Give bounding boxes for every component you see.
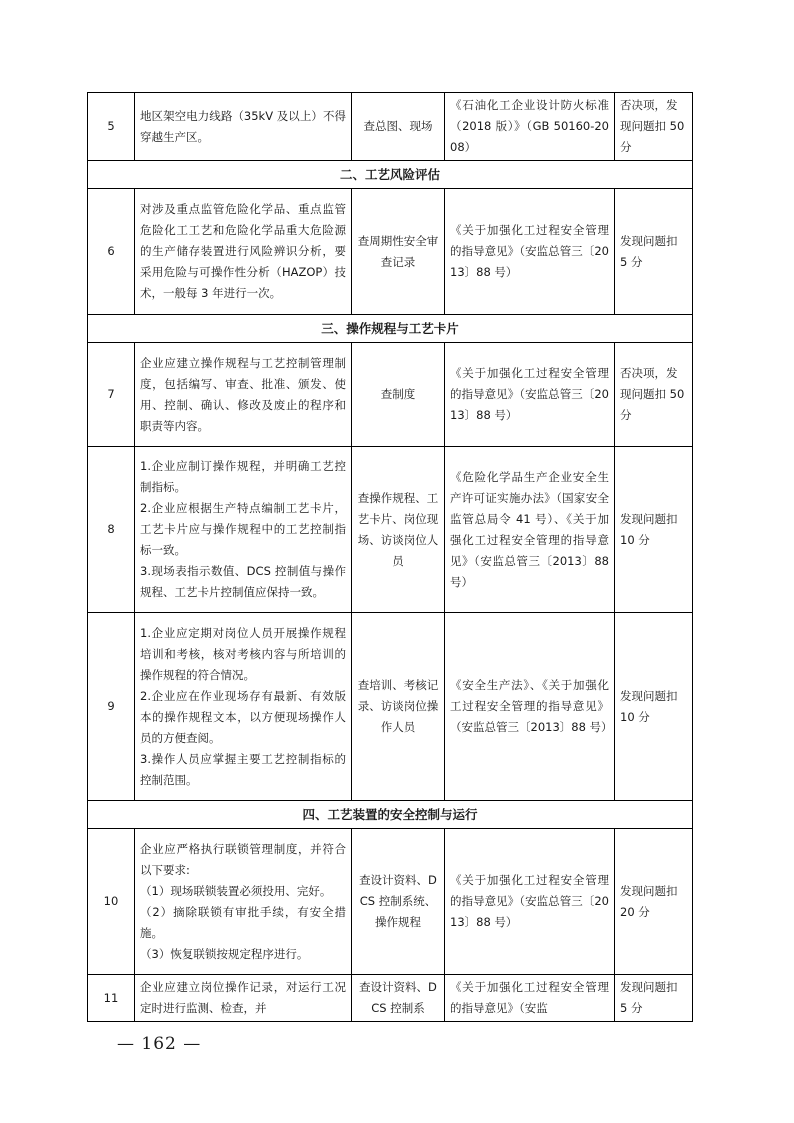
- requirement-line: 企业应建立岗位操作记录，对运行工况定时进行监测、检查，并: [140, 980, 346, 1015]
- legal-basis: 《危险化学品生产企业安全生产许可证实施办法》（国家安全监管总局令 41 号）、《关于加强化工过程安全管理的指导意见》（安监总管三〔2013〕88 号）: [445, 447, 615, 613]
- requirement-line: 1.企业应制订操作规程，并明确工艺控制指标。: [140, 459, 346, 494]
- page-number: — 162 —: [117, 1034, 202, 1054]
- check-method: 查操作规程、工艺卡片、岗位现场、访谈岗位人员: [352, 447, 445, 613]
- scoring-rule: 否决项，发现问题扣 50 分: [615, 343, 693, 447]
- item-number: 5: [88, 93, 135, 161]
- requirement-line: 3.现场表指示数值、DCS 控制值与操作规程、工艺卡片控制值应保持一致。: [140, 564, 346, 599]
- item-number: 6: [88, 189, 135, 315]
- requirement-line: 地区架空电力线路（35kV 及以上）不得穿越生产区。: [140, 108, 346, 144]
- section-title: 二、工艺风险评估: [88, 161, 693, 189]
- item-requirement: [135, 829, 352, 975]
- item-number: 7: [88, 343, 135, 447]
- item-number: 10: [88, 829, 135, 975]
- scoring-rule: 否决项，发现问题扣 50 分: [615, 93, 693, 161]
- scoring-rule: 发现问题扣 20 分: [615, 829, 693, 975]
- item-number: 11: [88, 975, 135, 1022]
- table-row: [88, 447, 693, 613]
- section-header-row: [88, 161, 693, 189]
- item-requirement: [135, 447, 352, 613]
- requirement-line: 3.操作人员应掌握主要工艺控制指标的控制范围。: [140, 751, 346, 787]
- legal-basis: 《安全生产法》、《关于加强化工过程安全管理的指导意见》（安监总管三〔2013〕88 号）: [445, 613, 615, 801]
- check-method: 查制度: [352, 343, 445, 447]
- requirement-line: 对涉及重点监管危险化学品、重点监管危险化工工艺和危险化学品重大危险源的生产储存装置进行风险辨识分析，要采用危险与可操作性分析（HAZOP）技术，一般每 3 年进行一次。: [140, 202, 346, 300]
- scoring-rule: 发现问题扣 5 分: [615, 975, 693, 1022]
- table-body: [88, 93, 693, 1022]
- scoring-rule: 发现问题扣 10 分: [615, 447, 693, 613]
- scoring-rule: 发现问题扣 10 分: [615, 613, 693, 801]
- legal-basis: 《关于加强化工过程安全管理的指导意见》（安监总管三〔2013〕88 号）: [445, 829, 615, 975]
- section-header-row: [88, 801, 693, 829]
- legal-basis: 《关于加强化工过程安全管理的指导意见》（安监总管三〔2013〕88 号）: [445, 343, 615, 447]
- table-row: [88, 343, 693, 447]
- section-title: 三、操作规程与工艺卡片: [88, 315, 693, 343]
- legal-basis: 《关于加强化工过程安全管理的指导意见》（安监总管三〔2013〕88 号）: [445, 189, 615, 315]
- item-requirement: [135, 343, 352, 447]
- requirement-line: （2）摘除联锁有审批手续，有安全措施。: [140, 904, 346, 940]
- section-header-row: [88, 315, 693, 343]
- legal-basis: 《关于加强化工过程安全管理的指导意见》（安监: [445, 975, 615, 1022]
- table-row: [88, 829, 693, 975]
- item-number: 8: [88, 447, 135, 613]
- table-row: [88, 93, 693, 161]
- requirement-line: 2.企业应在作业现场存有最新、有效版本的操作规程文本，以方便现场操作人员的方便查阅。: [140, 688, 346, 745]
- check-method: 查设计资料、DCS 控制系: [352, 975, 445, 1022]
- table-row: [88, 975, 693, 1022]
- check-method: 查设计资料、DCS 控制系统、操作规程: [352, 829, 445, 975]
- table-row: [88, 189, 693, 315]
- scoring-rule: 发现问题扣 5 分: [615, 189, 693, 315]
- item-requirement: [135, 975, 352, 1022]
- requirement-line: 企业应建立操作规程与工艺控制管理制度，包括编写、审查、批准、颁发、使用、控制、确认、修改及废止的程序和职责等内容。: [140, 355, 346, 433]
- item-number: 9: [88, 613, 135, 801]
- inspection-table: [87, 92, 693, 1022]
- item-requirement: [135, 189, 352, 315]
- requirement-line: （3）恢复联锁按规定程序进行。: [140, 946, 309, 961]
- table-row: [88, 613, 693, 801]
- legal-basis: 《石油化工企业设计防火标准（2018 版）》（GB 50160-2008）: [445, 93, 615, 161]
- requirement-line: 企业应严格执行联锁管理制度，并符合以下要求:: [140, 841, 346, 877]
- requirement-line: 2.企业应根据生产特点编制工艺卡片，工艺卡片应与操作规程中的工艺控制指标一致。: [140, 501, 346, 557]
- check-method: 查总图、现场: [352, 93, 445, 161]
- check-method: 查培训、考核记录、访谈岗位操作人员: [352, 613, 445, 801]
- section-title: 四、工艺装置的安全控制与运行: [88, 801, 693, 829]
- item-requirement: [135, 93, 352, 161]
- requirement-line: （1）现场联锁装置必须投用、完好。: [140, 883, 332, 898]
- item-requirement: [135, 613, 352, 801]
- requirement-line: 1.企业应定期对岗位人员开展操作规程培训和考核，核对考核内容与所培训的操作规程的符合情况。: [140, 625, 346, 682]
- check-method: 查周期性安全审查记录: [352, 189, 445, 315]
